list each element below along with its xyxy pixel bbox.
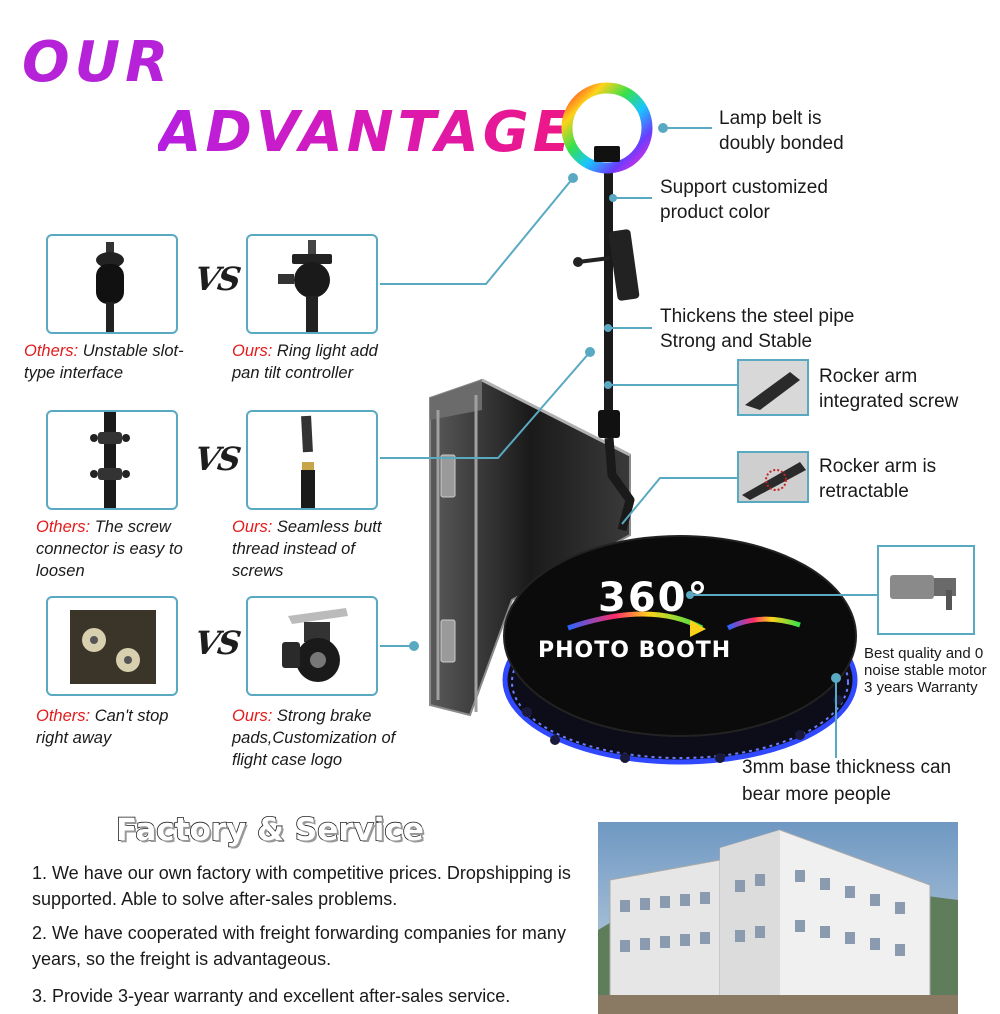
ours-text: Strong brake pads,Customization of flight case logo xyxy=(232,707,396,769)
platform-photo-booth-label: PHOTO BOOTH xyxy=(538,638,732,663)
ours-photo-3 xyxy=(246,596,378,696)
others-photo-3 xyxy=(46,596,178,696)
ours-tag: Ours: xyxy=(232,518,273,536)
others-text: Unstable slot-type interface xyxy=(24,342,184,382)
ours-caption-3 xyxy=(232,705,404,771)
others-caption-2 xyxy=(36,516,196,582)
ours-text: Ring light add pan tilt controller xyxy=(232,342,378,382)
callout-motor: Best quality and 0 noise stable motor 3 years Warranty xyxy=(864,645,987,696)
title-line-2: ADVANTAGE xyxy=(158,100,575,165)
ours-tag: Ours: xyxy=(232,707,273,725)
callout-support-color: Support customized product color xyxy=(660,177,828,223)
factory-point-1: 1. We have our own factory with competitive prices. Dropshipping is supported. Able to solve after-sales problems. xyxy=(32,863,571,909)
platform-top xyxy=(504,536,856,736)
vs-label-2: VS xyxy=(192,440,242,478)
vs-label-3: VS xyxy=(192,624,242,662)
ours-photo-1 xyxy=(246,234,378,334)
others-photo-2 xyxy=(46,410,178,510)
others-caption-3 xyxy=(36,705,196,749)
others-tag: Others: xyxy=(36,707,91,725)
others-text: Can't stop right away xyxy=(36,707,169,747)
others-tag: Others: xyxy=(24,342,79,360)
ours-photo-2 xyxy=(246,410,378,510)
factory-service-title: Factory & Service xyxy=(116,812,424,848)
callout-rocker-retract: Rocker arm is retractable xyxy=(819,456,937,502)
ours-tag: Ours: xyxy=(232,342,273,360)
title-line-1: OUR xyxy=(22,30,174,95)
callout-base: 3mm base thickness can bear more people xyxy=(742,757,952,805)
others-tag: Others: xyxy=(36,518,91,536)
callout-lamp-belt: Lamp belt is doubly bonded xyxy=(719,108,844,154)
platform-360-label: 360° xyxy=(598,575,710,621)
others-text: The screw connector is easy to loosen xyxy=(36,518,183,580)
ours-caption-1 xyxy=(232,340,407,384)
ours-text: Seamless butt thread instead of screws xyxy=(232,518,382,580)
callout-steel-pipe: Thickens the steel pipe Strong and Stable xyxy=(660,306,855,352)
others-caption-1 xyxy=(24,340,189,384)
vs-label-1: VS xyxy=(192,260,242,298)
callout-rocker-screw: Rocker arm integrated screw xyxy=(819,366,959,412)
others-photo-1 xyxy=(46,234,178,334)
ours-caption-2 xyxy=(232,516,404,582)
factory-point-3: 3. Provide 3-year warranty and excellent after-sales service. xyxy=(32,986,511,1006)
factory-point-2: 2. We have cooperated with freight forwarding companies for many years, so the freight is advantageous. xyxy=(32,923,566,969)
factory-photo xyxy=(598,822,958,1014)
